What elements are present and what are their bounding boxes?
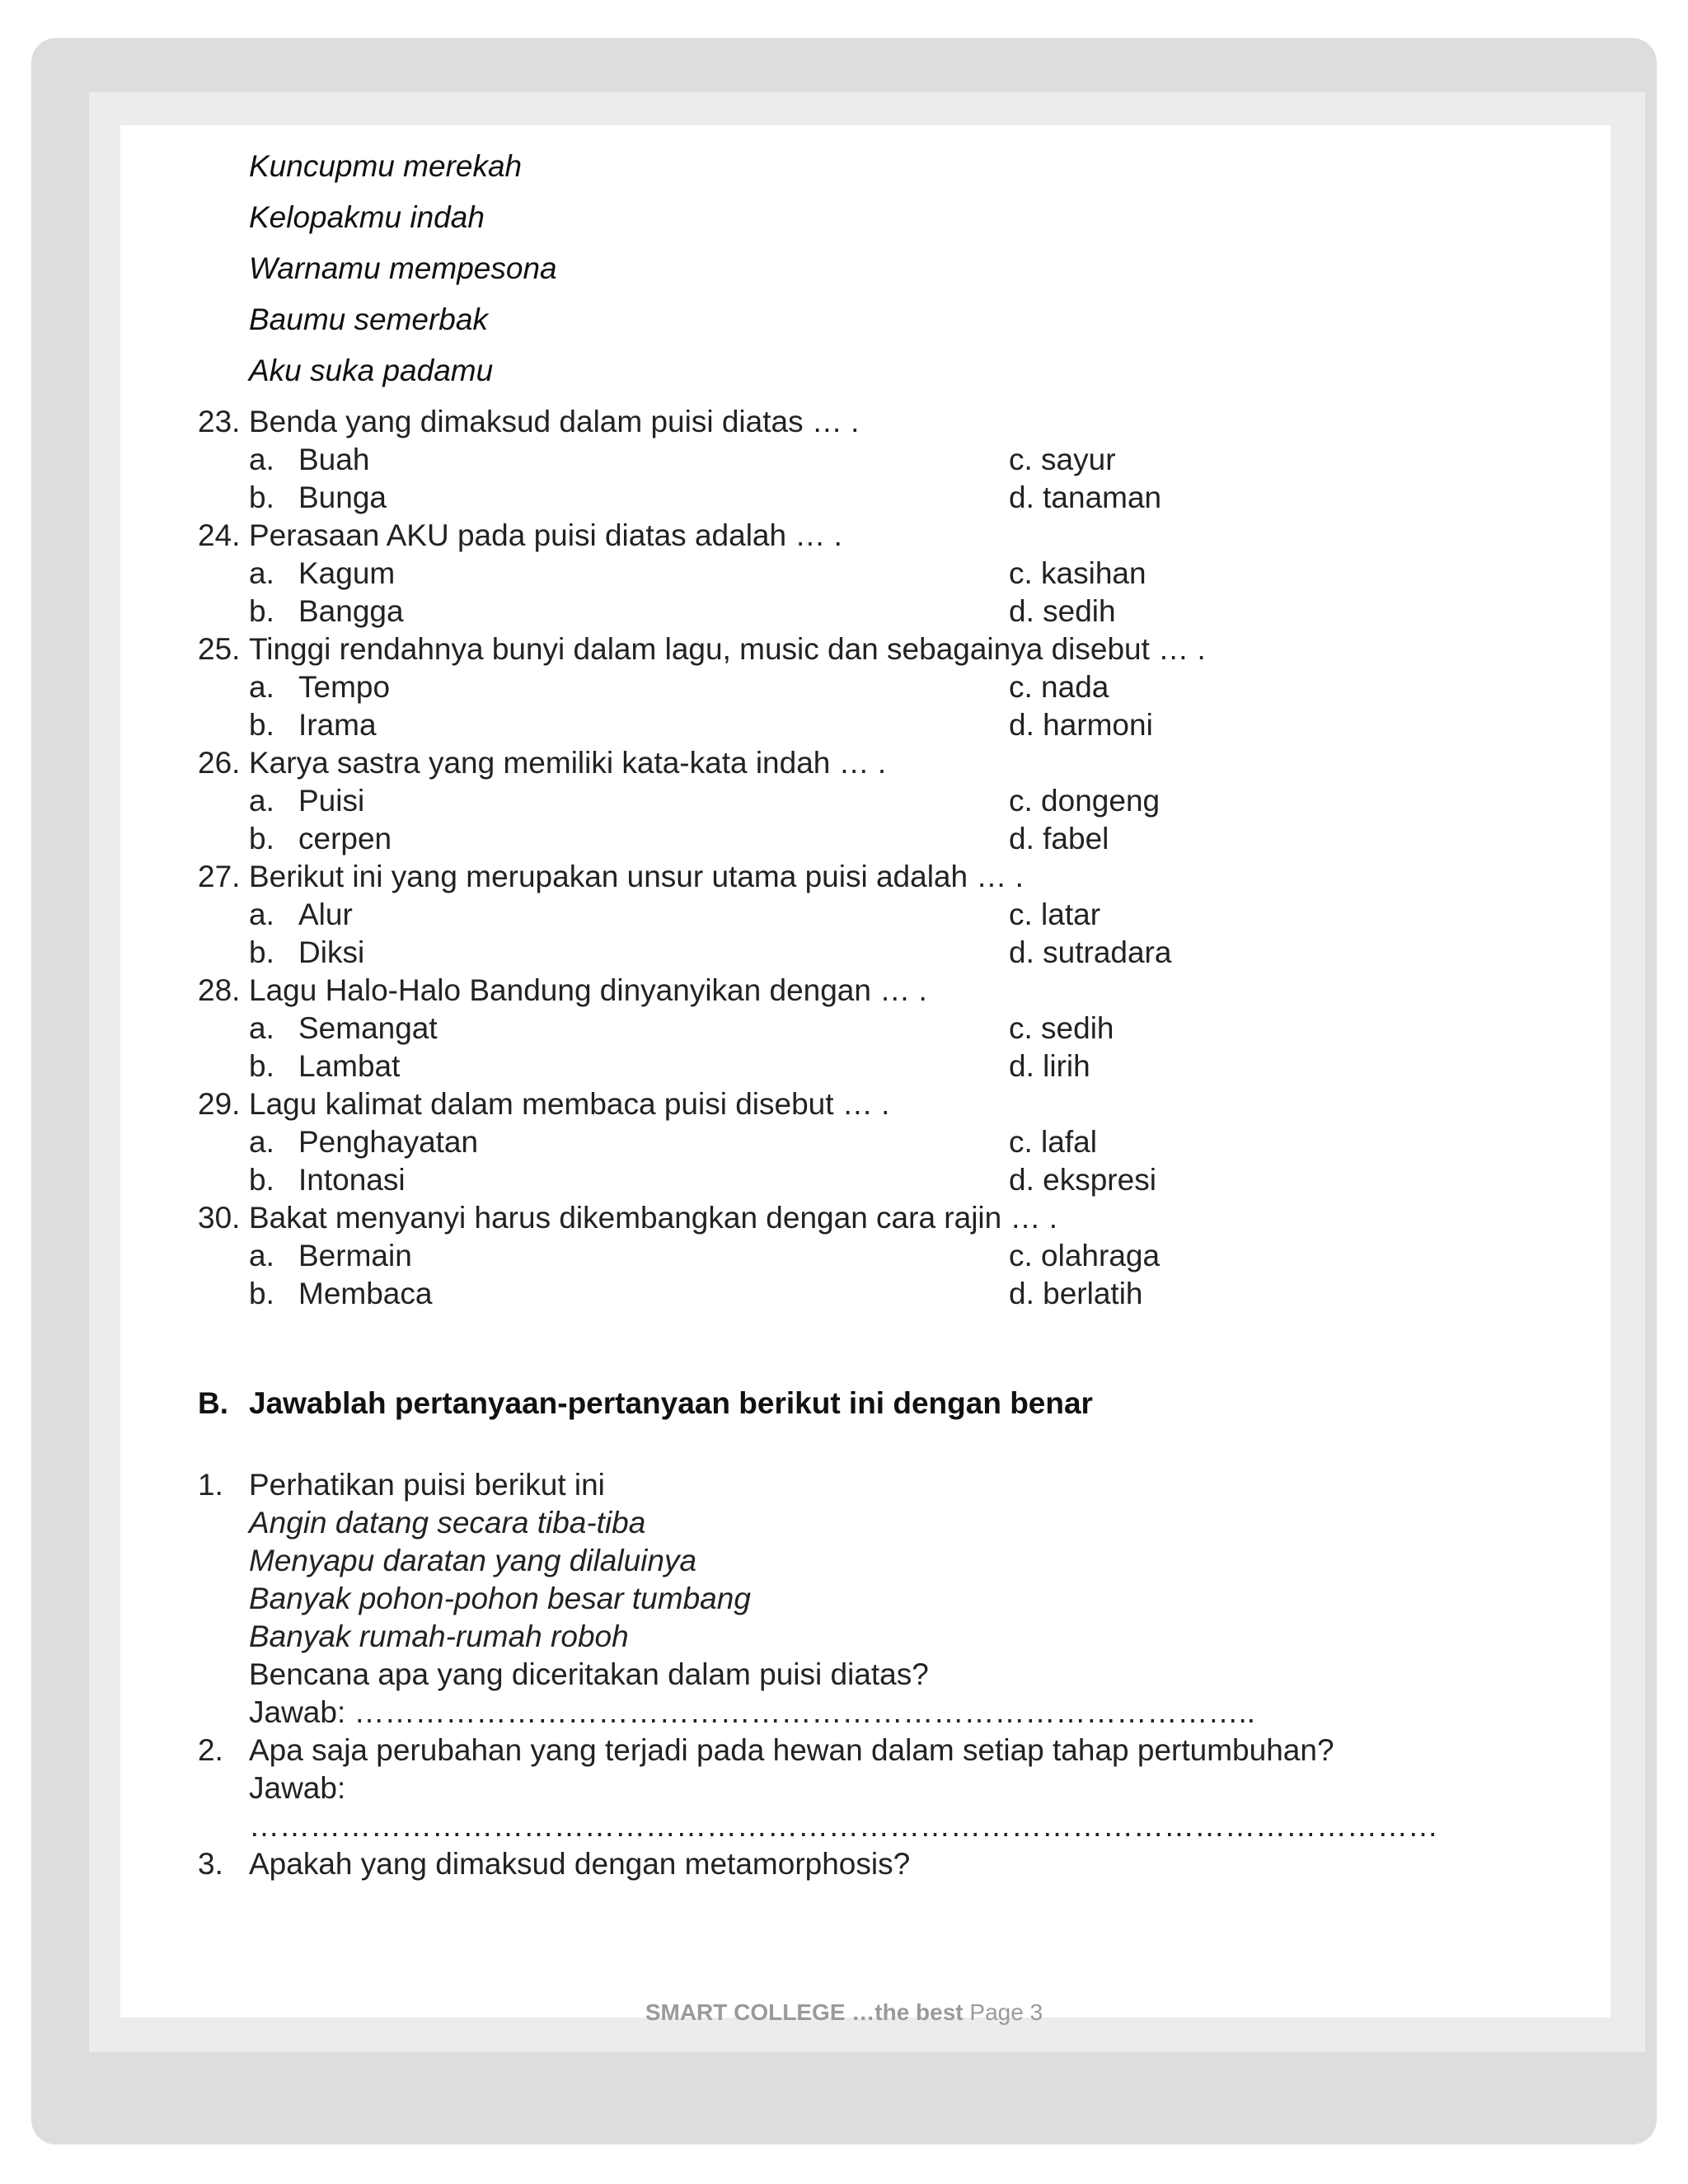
option-d: d. sutradara (1009, 935, 1172, 969)
option-c: c. kasihan (1009, 556, 1146, 590)
question-number: 24. (198, 518, 241, 552)
option-c: c. latar (1009, 898, 1101, 931)
question-text: Tinggi rendahnya bunyi dalam lagu, music dan sebagainya disebut … . (249, 632, 1206, 666)
option-d: d. fabel (1009, 822, 1109, 855)
question-number: 25. (198, 632, 241, 666)
question-text: Berikut ini yang merupakan unsur utama puisi adalah … . (249, 860, 1024, 893)
poem-line: Kuncupmu merekah (249, 149, 523, 183)
option-b-letter: b. (249, 822, 274, 855)
essay-poem-line: Angin datang secara tiba-tiba (249, 1506, 646, 1540)
poem-line: Aku suka padamu (249, 354, 494, 387)
page-footer (0, 1999, 1688, 2026)
option-c: c. nada (1009, 670, 1109, 704)
option-a-letter: a. (249, 1239, 274, 1272)
footer-brand: SMART COLLEGE …the best (645, 1999, 964, 2025)
option-c: c. sayur (1009, 443, 1116, 476)
option-c: c. sedih (1009, 1011, 1114, 1045)
essay-question: Apa saja perubahan yang terjadi pada hewan dalam setiap tahap pertumbuhan? (249, 1733, 1334, 1767)
option-a-letter: a. (249, 670, 274, 704)
question-text: Lagu Halo-Halo Bandung dinyanyikan dengan … . (249, 973, 927, 1007)
option-a-letter: a. (249, 1011, 274, 1045)
section-title: Jawablah pertanyaan-pertanyaan berikut ini dengan benar (249, 1386, 1093, 1420)
question-number: 27. (198, 860, 241, 893)
page-number: Page 3 (969, 1999, 1043, 2025)
option-b: Irama (298, 708, 377, 742)
option-a: Alur (298, 898, 353, 931)
essay-poem-line: Banyak rumah-rumah roboh (249, 1619, 629, 1653)
option-d: d. berlatih (1009, 1277, 1143, 1310)
option-c: c. olahraga (1009, 1239, 1160, 1272)
question-text: Karya sastra yang memiliki kata-kata indah … . (249, 746, 887, 780)
option-a: Kagum (298, 556, 396, 590)
option-a-letter: a. (249, 898, 274, 931)
poem-line: Kelopakmu indah (249, 200, 485, 234)
option-b-letter: b. (249, 594, 274, 628)
answer-label: Jawab: (249, 1771, 346, 1805)
option-a-letter: a. (249, 556, 274, 590)
option-b-letter: b. (249, 1163, 274, 1197)
question-text: Lagu kalimat dalam membaca puisi disebut … . (249, 1087, 890, 1121)
option-d: d. ekspresi (1009, 1163, 1156, 1197)
option-c: c. lafal (1009, 1125, 1097, 1159)
option-a: Penghayatan (298, 1125, 479, 1159)
option-b: Intonasi (298, 1163, 406, 1197)
essay-poem-line: Menyapu daratan yang dilaluinya (249, 1544, 697, 1577)
option-a-letter: a. (249, 1125, 274, 1159)
option-d: d. sedih (1009, 594, 1116, 628)
section-letter: B. (198, 1386, 228, 1420)
option-a: Bermain (298, 1239, 412, 1272)
poem-line: Baumu semerbak (249, 302, 488, 336)
option-a: Tempo (298, 670, 391, 704)
question-number: 29. (198, 1087, 241, 1121)
essay-question: Apakah yang dimaksud dengan metamorphosis? (249, 1847, 911, 1881)
option-b-letter: b. (249, 480, 274, 514)
essay-question: Perhatikan puisi berikut ini (249, 1468, 605, 1502)
option-a: Puisi (298, 784, 365, 818)
question-text: Bakat menyanyi harus dikembangkan dengan cara rajin … . (249, 1201, 1058, 1235)
option-b: Diksi (298, 935, 365, 969)
question-number: 26. (198, 746, 241, 780)
option-b: Bunga (298, 480, 387, 514)
essay-number: 2. (198, 1733, 223, 1767)
option-a-letter: a. (249, 784, 274, 818)
essay-number: 1. (198, 1468, 223, 1502)
question-number: 30. (198, 1201, 241, 1235)
question-number: 28. (198, 973, 241, 1007)
option-d: d. tanaman (1009, 480, 1162, 514)
essay-poem-line: Banyak pohon-pohon besar tumbang (249, 1582, 751, 1615)
option-d: d. lirih (1009, 1049, 1090, 1083)
question-number: 23. (198, 405, 241, 438)
option-b: Lambat (298, 1049, 401, 1083)
poem-line: Warnamu mempesona (249, 251, 557, 285)
answer-line: Jawab: …………………………………………………………………………….. (249, 1695, 1256, 1729)
essay-question: Bencana apa yang diceritakan dalam puisi diatas? (249, 1657, 929, 1691)
option-d: d. harmoni (1009, 708, 1153, 742)
option-b: Membaca (298, 1277, 433, 1310)
question-text: Perasaan AKU pada puisi diatas adalah … . (249, 518, 842, 552)
option-b-letter: b. (249, 1277, 274, 1310)
option-a: Buah (298, 443, 370, 476)
option-b-letter: b. (249, 1049, 274, 1083)
option-a-letter: a. (249, 443, 274, 476)
option-a: Semangat (298, 1011, 438, 1045)
option-c: c. dongeng (1009, 784, 1160, 818)
answer-line: ……………………………………………………………………………………………………… (249, 1809, 1438, 1843)
essay-number: 3. (198, 1847, 223, 1881)
option-b-letter: b. (249, 708, 274, 742)
option-b-letter: b. (249, 935, 274, 969)
option-b: cerpen (298, 822, 392, 855)
option-b: Bangga (298, 594, 404, 628)
question-text: Benda yang dimaksud dalam puisi diatas … . (249, 405, 860, 438)
